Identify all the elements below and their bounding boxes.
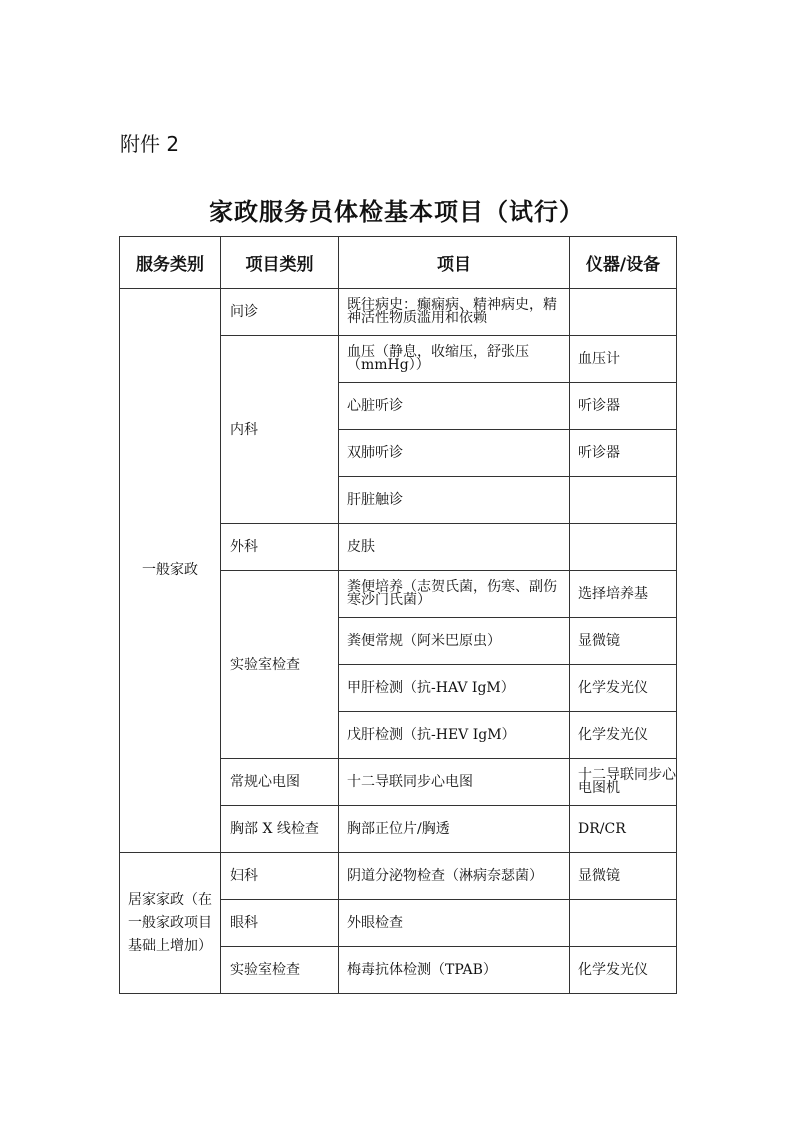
service-general: 一般家政 [120, 289, 221, 853]
item-cell: 皮肤 [339, 524, 570, 571]
equipment-cell: DR/CR [570, 806, 677, 853]
equipment-cell [570, 477, 677, 524]
item-cell: 梅毒抗体检测（TPAB） [339, 947, 570, 994]
equipment-cell: 十二导联同步心电图机 [570, 759, 677, 806]
equipment-cell [570, 524, 677, 571]
equipment-cell: 血压计 [570, 336, 677, 383]
table-header-row [120, 237, 677, 289]
item-cell: 粪便培养（志贺氏菌，伤寒、副伤寒沙门氏菌） [339, 571, 570, 618]
item-cell: 血压（静息，收缩压，舒张压（mmHg）） [339, 336, 570, 383]
exam-items-table [119, 236, 677, 994]
equipment-cell: 听诊器 [570, 430, 677, 477]
attachment-label: 附件 2 [120, 132, 180, 156]
service-home: 居家家政（在一般家政项目基础上增加） [120, 853, 221, 994]
category-xray: 胸部 X 线检查 [221, 806, 339, 853]
item-cell: 阴道分泌物检查（淋病奈瑟菌） [339, 853, 570, 900]
equipment-cell [570, 289, 677, 336]
item-cell: 肝脏触诊 [339, 477, 570, 524]
header-equipment: 仪器/设备 [570, 237, 677, 289]
header-item-category: 项目类别 [221, 237, 339, 289]
equipment-cell: 选择培养基 [570, 571, 677, 618]
item-cell: 甲肝检测（抗-HAV IgM） [339, 665, 570, 712]
equipment-cell [570, 900, 677, 947]
table-row [120, 853, 677, 900]
category-lab2: 实验室检查 [221, 947, 339, 994]
equipment-cell: 听诊器 [570, 383, 677, 430]
category-lab: 实验室检查 [221, 571, 339, 759]
header-service-type: 服务类别 [120, 237, 221, 289]
category-eye: 眼科 [221, 900, 339, 947]
category-ecg: 常规心电图 [221, 759, 339, 806]
item-cell: 十二导联同步心电图 [339, 759, 570, 806]
item-cell: 胸部正位片/胸透 [339, 806, 570, 853]
document-title: 家政服务员体检基本项目（试行） [209, 198, 584, 226]
equipment-cell: 显微镜 [570, 618, 677, 665]
item-cell: 戊肝检测（抗-HEV IgM） [339, 712, 570, 759]
item-cell: 粪便常规（阿米巴原虫） [339, 618, 570, 665]
equipment-cell: 化学发光仪 [570, 712, 677, 759]
category-surgery: 外科 [221, 524, 339, 571]
category-internal: 内科 [221, 336, 339, 524]
item-cell: 双肺听诊 [339, 430, 570, 477]
equipment-cell: 化学发光仪 [570, 947, 677, 994]
item-cell: 心脏听诊 [339, 383, 570, 430]
item-cell: 外眼检查 [339, 900, 570, 947]
equipment-cell: 化学发光仪 [570, 665, 677, 712]
category-gyn: 妇科 [221, 853, 339, 900]
equipment-cell: 显微镜 [570, 853, 677, 900]
header-item: 项目 [339, 237, 570, 289]
item-cell: 既往病史：癫痫病、精神病史，精神活性物质滥用和依赖 [339, 289, 570, 336]
category-inquiry: 问诊 [221, 289, 339, 336]
table-row [120, 289, 677, 336]
